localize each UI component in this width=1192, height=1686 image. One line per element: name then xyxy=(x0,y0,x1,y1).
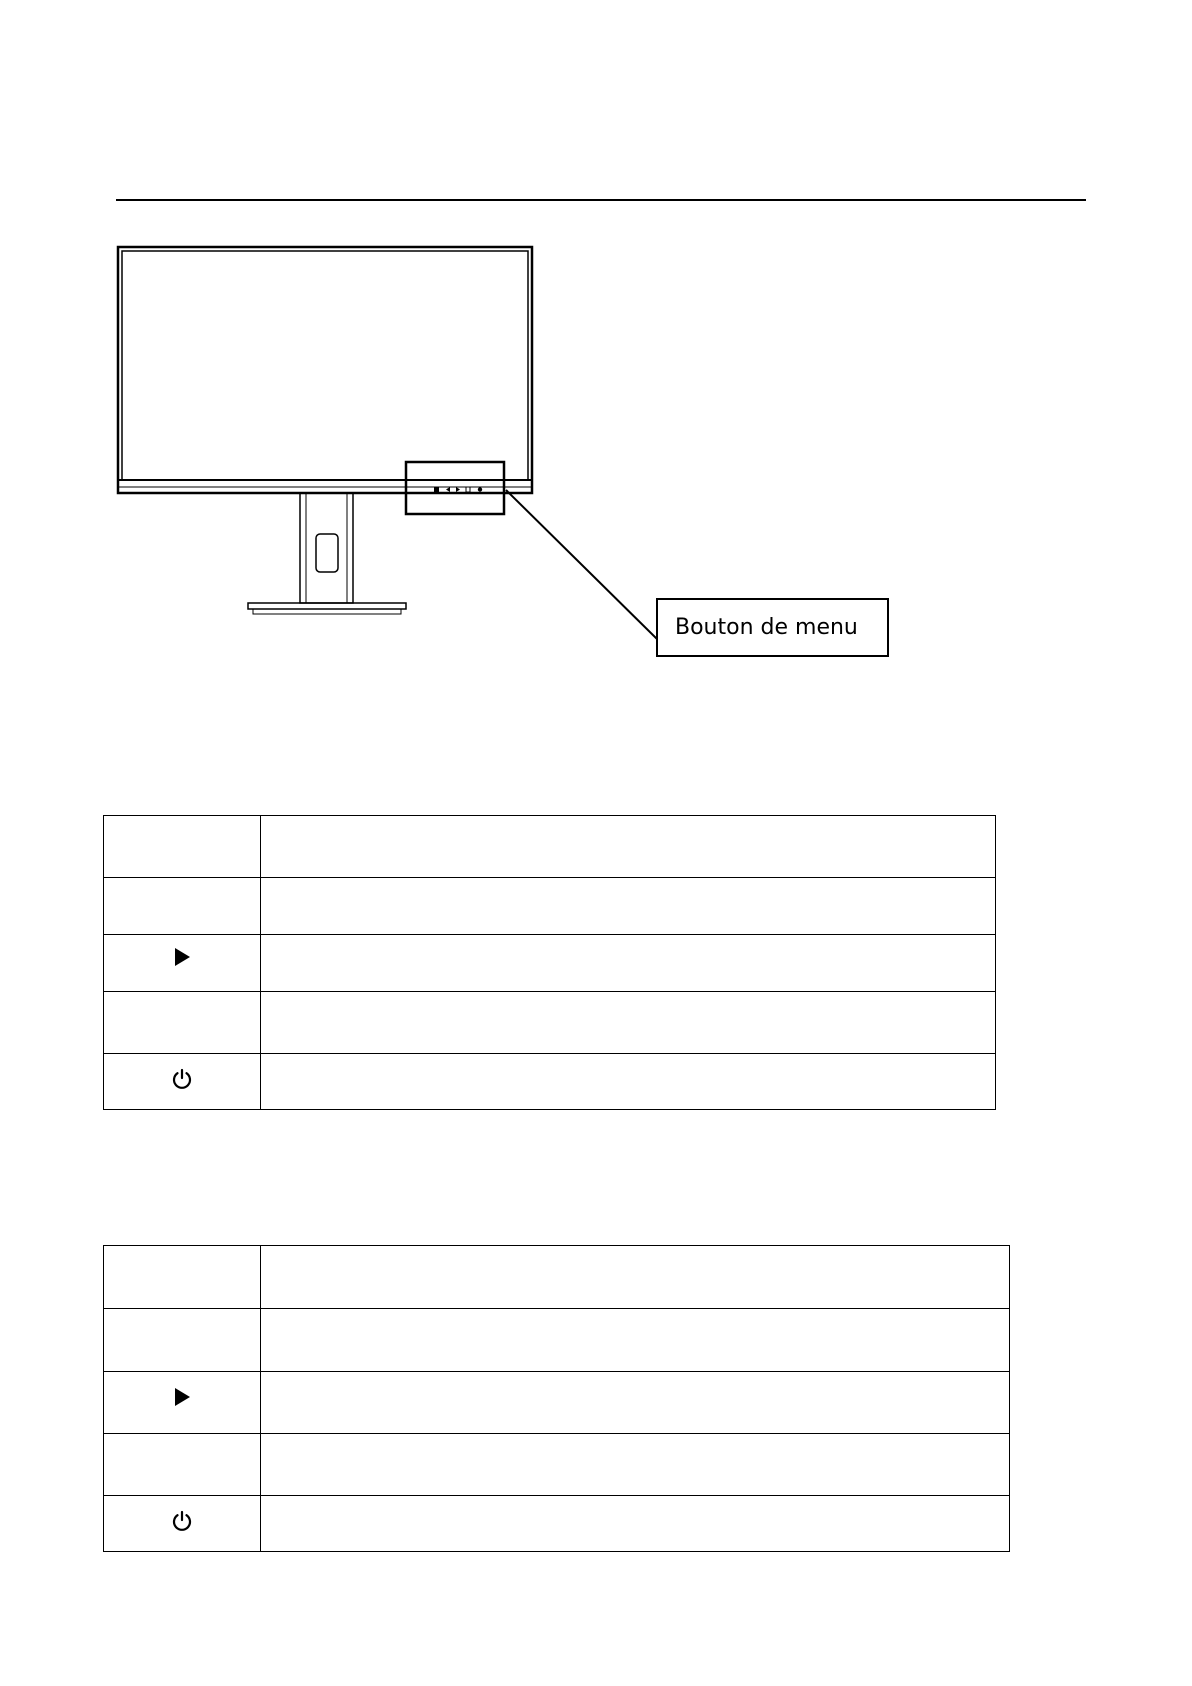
icon-cell xyxy=(104,935,261,992)
description-cell xyxy=(261,816,996,878)
front-buttons xyxy=(434,487,482,492)
monitor-front-view-diagram xyxy=(0,0,1192,700)
monitor-screen xyxy=(122,251,528,480)
icon-cell xyxy=(104,1054,261,1110)
table-row xyxy=(104,1054,996,1110)
right-triangle-icon xyxy=(175,948,190,966)
icon-cell xyxy=(104,878,261,935)
button-table-1 xyxy=(103,815,996,1110)
icon-cell xyxy=(104,1434,261,1496)
button-highlight-box xyxy=(406,462,504,514)
button-table-2 xyxy=(103,1245,1010,1552)
callout-label: Bouton de menu xyxy=(675,615,858,640)
icon-cell xyxy=(104,1246,261,1309)
icon-cell xyxy=(104,1309,261,1372)
table-row xyxy=(104,816,996,878)
description-cell xyxy=(261,935,996,992)
cable-clip xyxy=(316,534,338,572)
description-cell xyxy=(261,1372,1010,1434)
table-row xyxy=(104,878,996,935)
table-row xyxy=(104,1496,1010,1552)
icon-cell xyxy=(104,992,261,1054)
description-cell xyxy=(261,1246,1010,1309)
monitor-stand-base xyxy=(248,603,406,609)
icon-cell xyxy=(104,1372,261,1434)
table-row xyxy=(104,1309,1010,1372)
icon-cell xyxy=(104,816,261,878)
right-triangle-icon xyxy=(175,1388,190,1406)
table-row xyxy=(104,992,996,1054)
table-row xyxy=(104,1434,1010,1496)
menu-button-callout xyxy=(656,598,889,657)
icon-cell xyxy=(104,1496,261,1552)
description-cell xyxy=(261,1496,1010,1552)
description-cell xyxy=(261,1309,1010,1372)
table-row xyxy=(104,1246,1010,1309)
description-cell xyxy=(261,992,996,1054)
table-row xyxy=(104,935,996,992)
description-cell xyxy=(261,1054,996,1110)
power-icon xyxy=(171,1068,193,1090)
power-icon xyxy=(171,1510,193,1532)
callout-leader-line xyxy=(506,490,658,640)
description-cell xyxy=(261,878,996,935)
monitor-bezel xyxy=(118,247,532,493)
table-row xyxy=(104,1372,1010,1434)
monitor-stand-neck xyxy=(300,493,353,603)
description-cell xyxy=(261,1434,1010,1496)
